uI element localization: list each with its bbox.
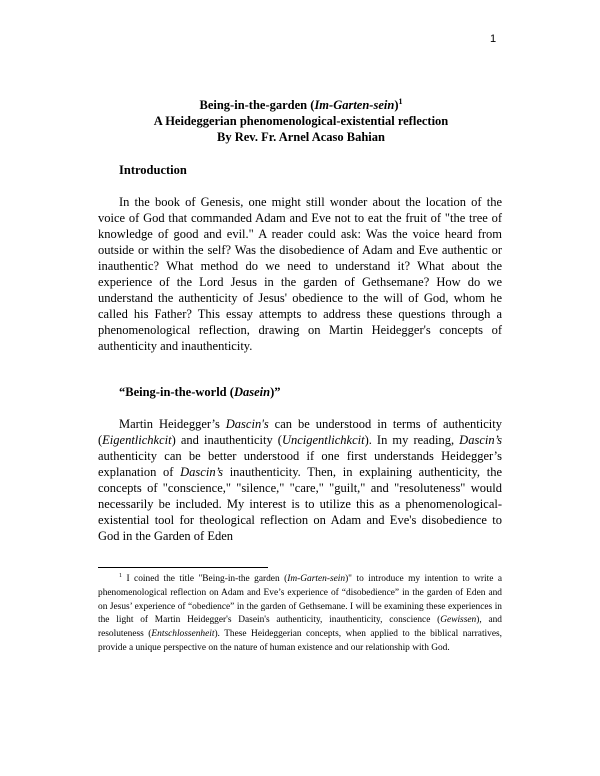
- italic-term: Gewissen: [440, 615, 477, 626]
- text-run: ), and resoluteness (: [98, 615, 502, 640]
- footnote-ref: 1: [398, 96, 403, 106]
- footnote: [98, 573, 502, 656]
- footnote-divider: [98, 567, 268, 568]
- title-prefix: Being-in-the-garden (: [199, 98, 315, 112]
- title-italic: Im-Garten-sein: [314, 98, 395, 112]
- introduction-text: In the book of Genesis, one might still wonder about the location of the voice of God that commanded Adam and Eve not to eat the fruit of "the tree of knowledge of good and evil." A reader could ask: Was the voice heard from outside or within the self? Was the disobedience of Adam and Eve authentic or inauthentic? What method do we need to understand it? What about the experience of the Lord Jesus in the garden of Gethsemane? How do we understand the authenticity of Jesus' obedience to the will of God, whom he called his Father? This essay attempts to address these questions through a phenomenological reflection, drawing on Martin Heidegger's concepts of authenticity and inauthenticity.: [98, 195, 502, 353]
- italic-term: Im-Garten-sein: [287, 574, 346, 584]
- italic-term: Dascin’s: [180, 465, 223, 479]
- section-heading-prefix: “Being-in-the-world (: [119, 385, 234, 399]
- subtitle: A Heideggerian phenomenological-existential reflection: [153, 114, 449, 128]
- introduction-heading: Introduction: [119, 163, 187, 177]
- text-run: ) and inauthenticity (: [171, 433, 282, 447]
- page-number: 1: [490, 33, 497, 45]
- title-block: [96, 97, 506, 145]
- text-run: can be understood in terms of authenticity (: [98, 417, 502, 447]
- introduction-paragraph: [98, 194, 502, 354]
- text-run: ). In my reading,: [364, 433, 460, 447]
- text-run: )" to introduce my intention to write a phenomenological reflection on Adam and Eve’s experience of “disobedience” in the garden of Eden and on Jesus’ experience of “obedience” in the garden of Gethsemane. I will be examining these experiences in the light of Martin Heidegger's Dasein's authenticity, inauthenticity, conscience (: [98, 574, 502, 626]
- section-heading-italic: Dasein: [233, 385, 271, 399]
- dasein-paragraph: [98, 416, 502, 544]
- italic-term: Uncigentlichkcit: [281, 433, 365, 447]
- italic-term: Dascin’s: [459, 433, 503, 447]
- italic-term: Entschlossenheit: [151, 629, 215, 640]
- section-heading-dasein: [119, 385, 280, 400]
- text-run: authenticity can be better understood if one first understands Heidegger’s explanation of: [98, 449, 502, 479]
- section-heading-suffix: )”: [270, 385, 281, 399]
- title-suffix: ): [394, 98, 399, 112]
- italic-term: Eigentlichkcit: [102, 433, 172, 447]
- text-run: inauthenticity. Then, in explaining authenticity, the concepts of "conscience," "silence," "care," "guilt," and "resoluteness" would necessarily be included. My interest is to utilize this as a phenomenological-existential tool for theological reflection on Adam and Eve's disobedience to God in the Garden of Eden: [98, 465, 502, 543]
- text-run: ). These Heideggerian concepts, when applied to the biblical narratives, provide a unique perspective on the nature of human existence and our relationship with God.: [98, 629, 502, 653]
- dasein-text: [98, 416, 502, 544]
- italic-term: Dascin's: [225, 417, 269, 431]
- text-run: Martin Heidegger’s: [119, 417, 226, 431]
- footnote-marker: 1: [119, 572, 122, 579]
- title-line-1: [96, 97, 506, 113]
- author-line: By Rev. Fr. Arnel Acaso Bahian: [217, 130, 385, 144]
- text-run: I coined the title "Being-in-the garden (: [122, 574, 288, 584]
- footnote-text: [98, 573, 502, 656]
